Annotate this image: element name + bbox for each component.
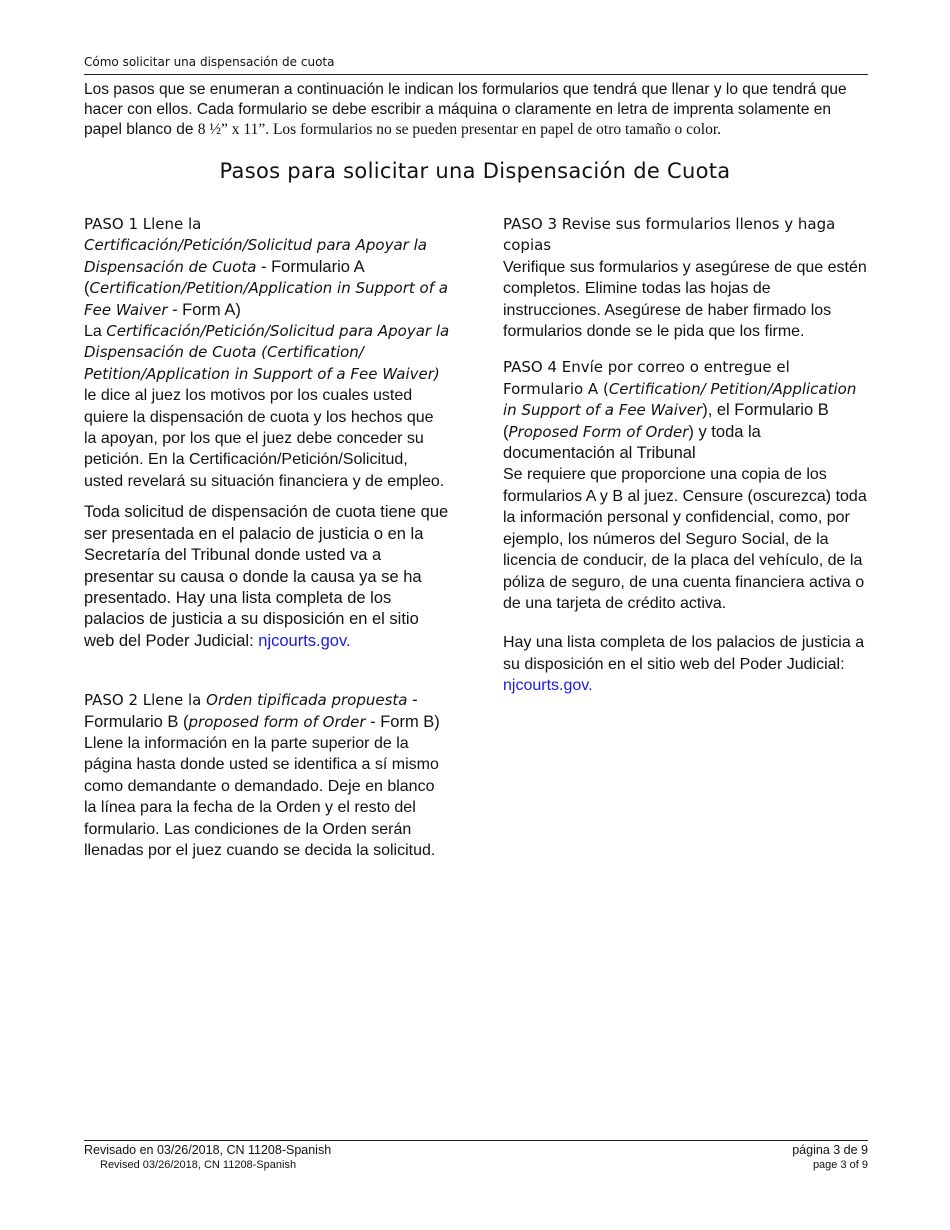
step-4-end-text: ) y toda la documentación al Tribunal: [503, 422, 761, 463]
step-1: [84, 214, 450, 492]
step-1-note-text: Toda solicitud de dispensación de cuota tiene que ser presentada en el palacio de justicia o en la Secretaría del Tribunal donde usted va a presentar su causa o donde la causa ya se ha presentado. Hay una lista completa de los palacios de justicia a su disposición en el sitio web del Poder Judicial:: [84, 503, 449, 650]
step-2-body: Llene la información en la parte superior de la página hasta donde usted se identifica a sí mismo como demandante o demandado. Deje en blanco la línea para la fecha de la Orden y el resto del formulario. Las condiciones de la Orden serán llenadas por el juez cuando se decida la solicitud.: [84, 734, 439, 859]
step-1-body-text: le dice al juez los motivos por los cuales usted quiere la dispensación de cuota y los hechos que la apoyan, por los que el juez debe conceder su petición. En la Certificación/Petición/Solicitud, usted revelará su situación financiera y de empleo.: [84, 387, 445, 490]
intro-text: Los pasos que se enumeran a continuación le indican los formularios que tendrá que llenar y lo que tendrá que hacer con ellos. Cada formulario se debe escribir a máquina o claramente en letra de imprenta solamente en papel blanco de: [84, 81, 847, 138]
step-1-body-italic: Certificación/Petición/Solicitud para Apoyar la Dispensación de Cuota (Certification/ Petition/Application in Support of a Fee Waiver): [84, 322, 450, 383]
step-2-form-es: Orden tipificada propuesta: [206, 691, 408, 710]
page-footer: [84, 1140, 868, 1171]
step-2: [84, 690, 450, 861]
step-3-body: Verifique sus formularios y asegúrese de que estén completos. Elimine todas las hojas de instrucciones. Asegúrese de haber firmado los formularios donde se le pida que los firme.: [503, 258, 867, 341]
step-4-form-b: Proposed Form of Order: [508, 422, 689, 441]
step-3-label: PASO 3 Revise sus formularios llenos y haga copias: [503, 215, 836, 255]
step-2-form-es-suffix: - Formulario B (: [84, 691, 418, 731]
step-4-heading: [503, 357, 869, 464]
step-4-body: Se requiere que proporcione una copia de los formularios A y B al juez. Censure (oscurezca) toda la información personal y confidencial, como, por ejemplo, los números del Seguro Social, de la licencia de conducir, de la placa del vehículo, de la póliza de seguro, de una cuenta financiera activa o de una tarjeta de crédito activa.: [503, 466, 867, 612]
step-1-form-en-suffix: - Form A): [167, 300, 241, 319]
step-1-label: PASO 1 Llene la: [84, 215, 202, 233]
step-3-heading: [503, 214, 869, 257]
njcourts-link-left[interactable]: njcourts.gov.: [258, 631, 351, 650]
step-1-form-en: Certification/Petition/Application in Support of a Fee Waiver: [84, 279, 448, 319]
step-4-form-a: Certification/ Petition/Application in Support of a Fee Waiver: [503, 379, 857, 420]
step-1-body-prefix: La: [84, 323, 107, 341]
footer-page-en: page 3 of 9: [812, 1159, 868, 1171]
step-2-heading: [84, 690, 450, 733]
intro-paper-size: 8 ½” x 11”. Los formularios no se pueden presentar en papel de otro tamaño o color.: [197, 121, 722, 138]
step-4-mid-text: ), el Formulario B (: [503, 401, 829, 441]
step-1-heading: [84, 214, 450, 321]
step-3: [503, 214, 869, 342]
njcourts-link-right[interactable]: njcourts.gov.: [503, 677, 593, 695]
footer-revised-es: Revisado en 03/26/2018, CN 11208-Spanish: [84, 1143, 332, 1157]
step-4-note: [503, 632, 869, 696]
step-1-body: [84, 321, 450, 492]
step-1-form-es: Certificación/Petición/Solicitud para Apoyar la Dispensación de Cuota: [84, 236, 427, 276]
step-4-label: PASO 4 Envíe por correo o entregue el Formulario A (: [503, 358, 790, 398]
step-2-form-en: proposed form of Order: [188, 712, 366, 731]
step-1-form-es-suffix: - Formulario A: [256, 257, 365, 276]
step-2-form-en-suffix: - Form B): [365, 712, 440, 731]
step-2-label: PASO 2 Llene la: [84, 691, 207, 710]
footer-revised-en: Revised 03/26/2018, CN 11208-Spanish: [100, 1159, 297, 1171]
left-column: [84, 214, 450, 861]
running-title: Cómo solicitar una dispensación de cuota: [84, 55, 335, 69]
step-4: [503, 357, 869, 614]
right-column: [503, 214, 869, 697]
step-1-note: [84, 502, 450, 652]
intro-paragraph: [84, 80, 868, 140]
step-1-form-en-open: (: [84, 279, 90, 298]
running-header: [84, 55, 868, 75]
footer-page-es: página 3 de 9: [792, 1143, 868, 1157]
step-4-note-text: Hay una lista completa de los palacios de justicia a su disposición en el sitio web del Poder Judicial:: [503, 634, 865, 673]
page-title: Pasos para solicitar una Dispensación de Cuota: [219, 159, 731, 183]
